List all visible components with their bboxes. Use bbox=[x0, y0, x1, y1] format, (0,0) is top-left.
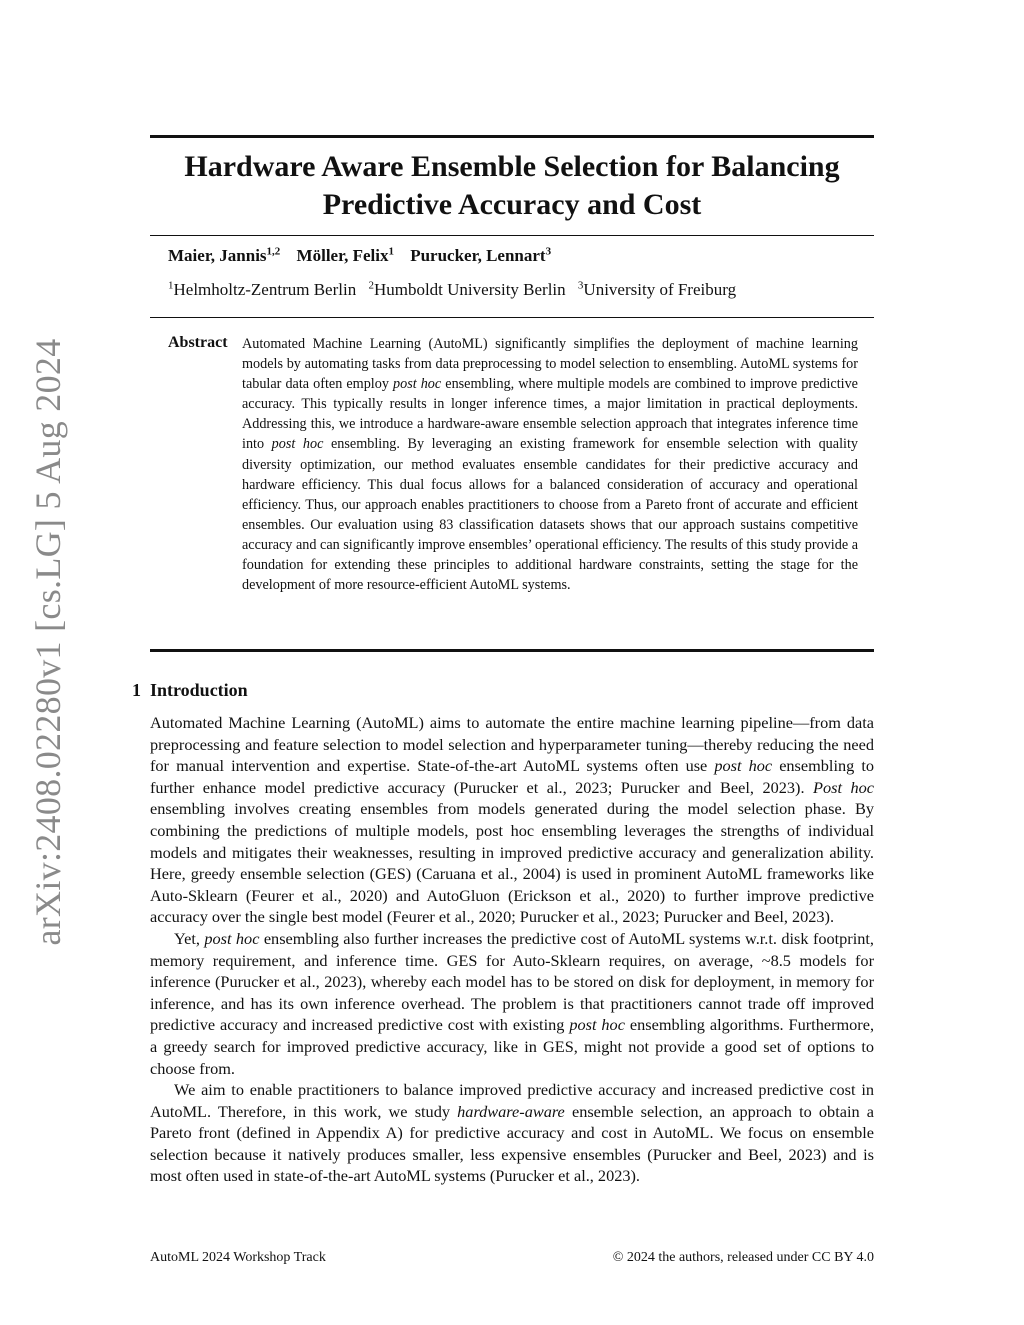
footer-license: © 2024 the authors, released under CC BY 4.0 bbox=[612, 1250, 874, 1265]
abstract-text: Automated Machine Learning (AutoML) significantly simplifies the deployment of machine learning models by automating tasks from data preprocessing to model selection to ensembling. AutoML systems for tabular data often employ post hoc ensembling, where multiple models are combined to improve predictive accuracy. This typically results in longer inference times, a major limitation in practical deployments. Addressing this, we introduce a hardware-aware ensemble selection approach that integrates inference time into post hoc ensembling. By leveraging an existing framework for ensemble selection with quality diversity optimization, our method evaluates ensemble candidates for their predictive accuracy and hardware efficiency. This dual focus allows for a balanced consideration of accuracy and operational efficiency. Thus, our approach enables practitioners to choose from a Pareto front of accurate and efficient ensembles. Our evaluation using 83 classification datasets shows that our approach sustains competitive accuracy and can significantly improve ensembles’ operational efficiency. The results of this study provide a foundation for extending these principles to additional hardware constraints, setting the stage for the development of more resource-efficient AutoML systems. bbox=[242, 336, 858, 594]
author: Purucker, Lennart$^3$ bbox=[410, 245, 552, 265]
paragraph: Yet, post hoc ensembling also further increases the predictive cost of AutoML systems w.r.t. disk footprint, memory requirement, and inference time. GES for Auto-Sklearn requires, on average, ~8.5 models for inference (Purucker et al., 2023), whereby each model has to be stored on disk for deployment, in memory for inference, and has its own inference overhead. The problem is that practitioners cannot trade off improved predictive accuracy and increased predictive cost with existing post hoc ensembling algorithms. Furthermore, a greedy search for improved predictive accuracy, like in GES, might not provide a good set of options to choose from. bbox=[150, 928, 875, 1078]
paragraph: Automated Machine Learning (AutoML) aims to automate the entire machine learning pipeline—from data preprocessing and feature selection to model selection and hyperparameter tuning—thereby reducing the need for manual intervention and expertise. State-of-the-art AutoML systems often use post hoc ensembling to further enhance model predictive accuracy (Purucker et al., 2023; Purucker and Beel, 2023). Post hoc ensembling involves creating ensembles from models generated during the model selection phase. By combining the predictions of multiple models, post hoc ensembling leverages the strengths of individual models and mitigates their weaknesses, resulting in improved predictive accuracy and generalization ability. Here, greedy ensemble selection (GES) (Caruana et al., 2004) is used in prominent AutoML frameworks like Auto-Sklearn (Feurer et al., 2020) and AutoGluon (Erickson et al., 2020) to further improve predictive accuracy over the single best model (Feurer et al., 2020; Purucker et al., 2023; Purucker and Beel, 2023). bbox=[150, 713, 874, 927]
title-line-2: Predictive Accuracy and Cost bbox=[322, 188, 702, 221]
affiliation-list bbox=[168, 280, 744, 300]
affiliation-rule bbox=[150, 317, 874, 318]
paper-title bbox=[150, 148, 874, 224]
author: Möller, Felix$^1$ bbox=[296, 245, 394, 265]
section-heading-introduction bbox=[132, 680, 248, 701]
affiliation: $^3$University of Freiburg bbox=[577, 279, 737, 299]
top-rule bbox=[150, 135, 874, 138]
author-list bbox=[168, 246, 563, 266]
title-rule bbox=[150, 235, 874, 236]
section-number: 1 bbox=[132, 680, 141, 700]
footer-venue: AutoML 2024 Workshop Track bbox=[150, 1250, 326, 1265]
introduction-body bbox=[150, 712, 874, 1187]
abstract-label: Abstract bbox=[168, 334, 228, 351]
affiliation: $^2$Humboldt University Berlin bbox=[368, 279, 566, 299]
title-line-1: Hardware Aware Ensemble Selection for Balancing bbox=[184, 150, 840, 183]
author: Maier, Jannis$^{1,2}$ bbox=[168, 245, 281, 265]
abstract-bottom-rule bbox=[150, 649, 874, 652]
arxiv-identifier-stamp[interactable]: arXiv:2408.02280v1 [cs.LG] 5 Aug 2024 bbox=[28, 338, 68, 946]
paragraph: We aim to enable practitioners to balance improved predictive accuracy and increased predictive cost in AutoML. Therefore, in this work, we study hardware-aware ensemble selection, an approach to obtain a Pareto front (defined in Appendix A) for predictive accuracy and cost in AutoML. We focus on ensemble selection because it natively produces smaller, less expensive ensembles (Purucker and Beel, 2023) and is most often used in state-of-the-art AutoML systems (Purucker et al., 2023). bbox=[150, 1080, 874, 1186]
affiliation: $^1$Helmholtz-Zentrum Berlin bbox=[168, 279, 357, 299]
section-title: Introduction bbox=[150, 680, 248, 700]
